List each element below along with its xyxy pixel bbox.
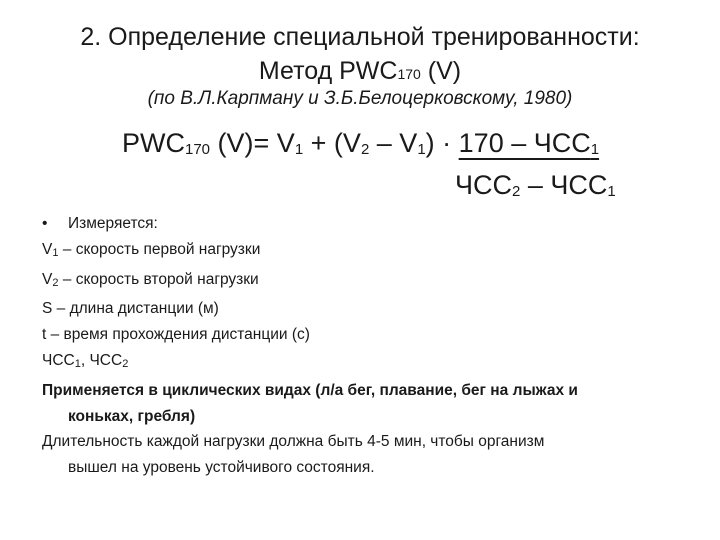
def-v1 xyxy=(42,237,682,267)
duration-line-1: Длительность каждой нагрузки должна быть 4-5 мин, чтобы организм xyxy=(42,433,545,451)
def-hr-mid: , ЧСС xyxy=(80,351,123,369)
formula-den-b-sub: 1 xyxy=(607,183,616,200)
def-v1-prefix: V xyxy=(42,240,53,258)
def-hr-a: ЧСС xyxy=(42,351,75,369)
formula-plus: + (V xyxy=(303,128,361,158)
slide-subtitle: (по В.Л.Карпману и З.Б.Белоцерковскому, 1980) xyxy=(147,88,573,109)
formula-minus: – V xyxy=(369,128,418,158)
bullet-icon: • xyxy=(42,215,48,232)
title-method-suffix: (V) xyxy=(420,57,462,85)
formula-v1b-sub: 1 xyxy=(417,141,426,158)
slide-title xyxy=(0,20,720,91)
def-v1-sub: 1 xyxy=(52,246,59,259)
bullet-measured xyxy=(42,211,682,237)
duration-line-2: вышел на уровень устойчивого состояния. xyxy=(68,459,375,477)
formula-v1-sub: 1 xyxy=(294,141,304,158)
slide-body xyxy=(42,211,682,481)
formula-denominator xyxy=(455,170,616,201)
title-method-sub: 170 xyxy=(397,66,421,82)
def-v2-text: – скорость второй нагрузки xyxy=(58,270,259,288)
def-v2 xyxy=(42,267,682,297)
def-hr xyxy=(42,348,682,378)
formula-numerator-sub: 1 xyxy=(590,141,600,158)
def-v1-text: – скорость первой нагрузки xyxy=(58,240,261,258)
formula-lhs-prefix: PWC xyxy=(122,128,185,158)
formula-lhs-sub: 170 xyxy=(185,141,211,158)
title-line-2 xyxy=(0,54,720,91)
formula-lhs-suffix: (V)= V xyxy=(210,128,295,158)
def-hr-a-sub: 1 xyxy=(74,357,81,370)
formula-close: ) · xyxy=(425,128,459,158)
formula-main xyxy=(122,128,599,159)
def-t: t – время прохождения дистанции (с) xyxy=(42,326,310,344)
applied-line-2: коньках, гребля) xyxy=(68,407,196,425)
formula-numerator-prefix: 170 – ЧСС xyxy=(458,128,591,158)
title-method-prefix: Метод PWC xyxy=(258,57,398,85)
def-v2-sub: 2 xyxy=(52,276,59,289)
formula-den-a-sub: 2 xyxy=(512,183,521,200)
formula-v2-sub: 2 xyxy=(360,141,370,158)
formula-numerator xyxy=(459,128,599,158)
def-s: S – длина дистанции (м) xyxy=(42,300,219,318)
formula-den-a: ЧСС xyxy=(455,170,512,200)
formula-den-mid: – ЧСС xyxy=(520,170,608,200)
bullet-label: Измеряется: xyxy=(68,215,158,232)
def-hr-b-sub: 2 xyxy=(122,357,129,370)
def-v2-prefix: V xyxy=(42,270,53,288)
applied-line-1: Применяется в циклических видах (л/а бег, плавание, бег на лыжах и xyxy=(42,381,578,399)
title-line-1: 2. Определение специальной тренированности: xyxy=(80,23,640,51)
